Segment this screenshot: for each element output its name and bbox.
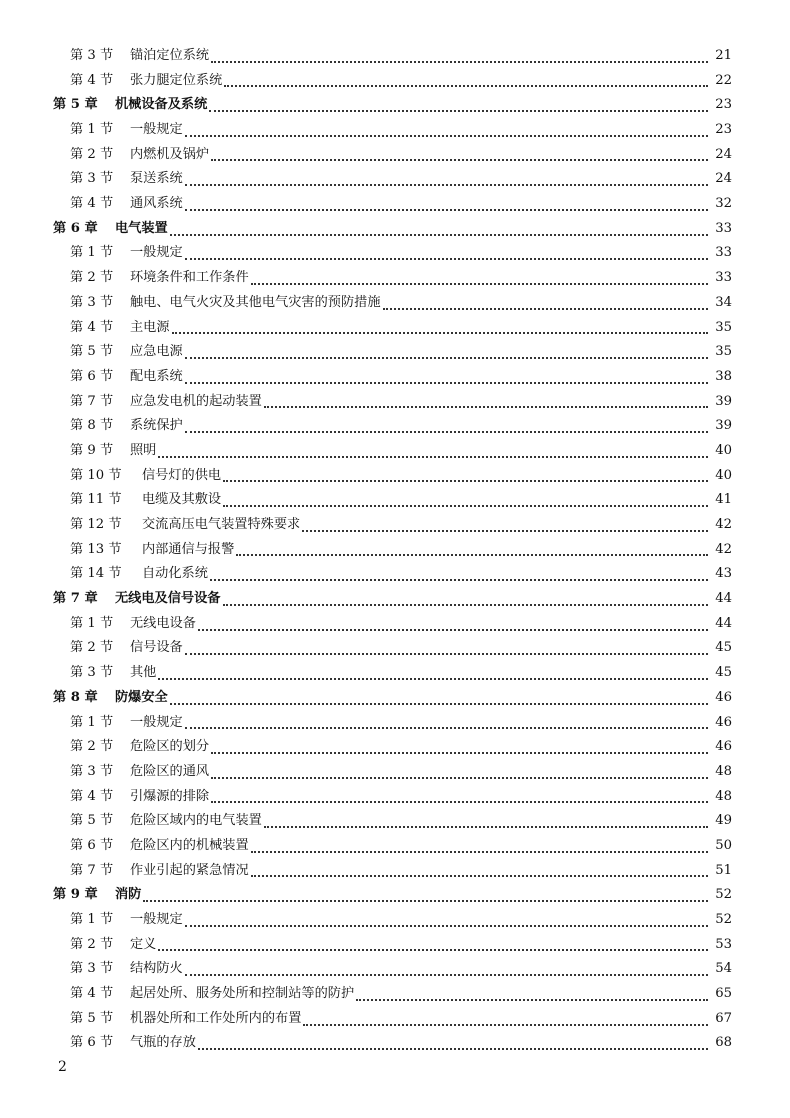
toc-section-entry[interactable] [53, 488, 732, 513]
toc-section-entry[interactable] [53, 612, 732, 637]
toc-section-entry[interactable] [53, 957, 732, 982]
toc-entry-title: 一般规定 [130, 714, 183, 730]
toc-entry-title: 危险区内的机械装置 [130, 837, 249, 853]
toc-entry-title: 泵送系统 [130, 171, 183, 187]
toc-entry-number: 第 3 节 [70, 961, 114, 977]
toc-section-entry[interactable] [53, 167, 732, 192]
toc-entry-label [53, 217, 168, 242]
dot-leader [185, 135, 708, 137]
toc-section-entry[interactable] [53, 1032, 732, 1057]
toc-section-entry[interactable] [53, 834, 732, 859]
toc-entry-number: 第 4 节 [70, 72, 114, 88]
toc-section-entry[interactable] [53, 69, 732, 94]
toc-entry-number: 第 3 节 [70, 171, 114, 187]
toc-entry-label [70, 1031, 196, 1056]
toc-entry-page: 23 [715, 122, 732, 138]
toc-entry-label [70, 735, 209, 760]
toc-entry-page: 42 [715, 517, 732, 533]
toc-entry-label [70, 711, 183, 736]
dot-leader [383, 308, 708, 310]
dot-leader [158, 949, 708, 951]
toc-entry-label [70, 488, 221, 513]
toc-section-entry[interactable] [53, 760, 732, 785]
toc-entry-label [70, 143, 209, 168]
toc-entry-label [53, 883, 141, 908]
dot-leader [170, 703, 708, 705]
toc-entry-label [70, 933, 156, 958]
toc-entry-page: 52 [715, 912, 732, 928]
toc-entry-page: 43 [715, 566, 732, 582]
toc-entry-title: 消防 [115, 887, 142, 903]
toc-entry-number: 第 7 章 [53, 591, 98, 607]
toc-entry-page: 46 [715, 689, 732, 705]
toc-entry-page: 33 [715, 245, 732, 261]
toc-entry-page: 45 [715, 640, 732, 656]
table-of-contents [53, 44, 732, 1056]
toc-entry-page: 42 [715, 541, 732, 557]
toc-section-entry[interactable] [53, 933, 732, 958]
toc-section-entry[interactable] [53, 735, 732, 760]
toc-entry-label [70, 859, 249, 884]
toc-entry-number: 第 2 节 [70, 640, 114, 656]
toc-entry-label [70, 785, 209, 810]
toc-entry-title: 气瓶的存放 [130, 1035, 196, 1051]
toc-chapter-entry[interactable] [53, 587, 732, 612]
toc-section-entry[interactable] [53, 365, 732, 390]
toc-entry-page: 35 [715, 344, 732, 360]
toc-entry-page: 24 [715, 146, 732, 162]
toc-section-entry[interactable] [53, 785, 732, 810]
toc-entry-label [70, 538, 234, 563]
toc-entry-label [70, 439, 156, 464]
toc-entry-title: 自动化系统 [142, 566, 208, 582]
toc-entry-label [53, 587, 221, 612]
toc-section-entry[interactable] [53, 143, 732, 168]
toc-entry-page: 54 [715, 961, 732, 977]
dot-leader [185, 653, 708, 655]
toc-section-entry[interactable] [53, 908, 732, 933]
toc-entry-label [70, 957, 183, 982]
toc-entry-title: 信号灯的供电 [142, 467, 222, 483]
dot-leader [211, 752, 708, 754]
toc-entry-title: 环境条件和工作条件 [130, 270, 249, 286]
toc-entry-number: 第 1 节 [70, 912, 114, 928]
dot-leader [356, 999, 708, 1001]
toc-entry-title: 机械设备及系统 [115, 97, 208, 113]
dot-leader [264, 826, 708, 828]
dot-leader [211, 159, 708, 161]
toc-entry-title: 通风系统 [130, 196, 183, 212]
dot-leader [185, 209, 708, 211]
toc-entry-page: 39 [715, 393, 732, 409]
dot-leader [303, 1024, 708, 1026]
toc-entry-label [70, 513, 300, 538]
toc-entry-label [70, 316, 170, 341]
toc-entry-number: 第 6 节 [70, 837, 114, 853]
toc-entry-title: 系统保护 [130, 418, 183, 434]
toc-entry-title: 交流高压电气装置特殊要求 [142, 517, 301, 533]
toc-entry-number: 第 6 节 [70, 1035, 114, 1051]
toc-entry-number: 第 5 节 [70, 813, 114, 829]
dot-leader [264, 406, 708, 408]
toc-entry-page: 68 [715, 1035, 732, 1051]
toc-chapter-entry[interactable] [53, 93, 732, 118]
toc-entry-title: 其他 [130, 665, 157, 681]
toc-entry-number: 第 1 节 [70, 615, 114, 631]
toc-section-entry[interactable] [53, 1007, 732, 1032]
toc-entry-page: 48 [715, 788, 732, 804]
toc-entry-label [70, 44, 209, 69]
dot-leader [223, 480, 708, 482]
toc-entry-number: 第 7 节 [70, 862, 114, 878]
toc-entry-label [70, 464, 221, 489]
toc-entry-number: 第 4 节 [70, 196, 114, 212]
toc-entry-title: 一般规定 [130, 245, 183, 261]
dot-leader [143, 900, 708, 902]
toc-section-entry[interactable] [53, 809, 732, 834]
toc-entry-title: 信号设备 [130, 640, 183, 656]
toc-section-entry[interactable] [53, 316, 732, 341]
toc-entry-title: 张力腿定位系统 [130, 72, 223, 88]
dot-leader [302, 530, 708, 532]
toc-entry-number: 第 14 节 [70, 566, 122, 582]
toc-entry-number: 第 4 节 [70, 319, 114, 335]
toc-entry-page: 21 [715, 47, 732, 63]
toc-entry-page: 24 [715, 171, 732, 187]
toc-entry-page: 67 [715, 1010, 732, 1026]
toc-entry-page: 22 [715, 72, 732, 88]
toc-entry-label [70, 365, 183, 390]
toc-entry-label [70, 809, 262, 834]
toc-entry-number: 第 8 章 [53, 689, 98, 705]
dot-leader [211, 777, 708, 779]
dot-leader [185, 382, 708, 384]
toc-section-entry[interactable] [53, 439, 732, 464]
toc-entry-page: 44 [715, 615, 732, 631]
dot-leader [170, 234, 708, 236]
toc-entry-number: 第 2 节 [70, 146, 114, 162]
dot-leader [251, 875, 708, 877]
toc-section-entry[interactable] [53, 562, 732, 587]
toc-entry-title: 内部通信与报警 [142, 541, 235, 557]
toc-entry-title: 一般规定 [130, 912, 183, 928]
toc-entry-page: 46 [715, 739, 732, 755]
toc-entry-number: 第 3 节 [70, 665, 114, 681]
toc-entry-label [70, 241, 183, 266]
toc-entry-page: 23 [715, 97, 732, 113]
toc-entry-page: 41 [715, 492, 732, 508]
toc-entry-number: 第 10 节 [70, 467, 122, 483]
dot-leader [236, 554, 708, 556]
toc-entry-label [70, 834, 249, 859]
toc-section-entry[interactable] [53, 340, 732, 365]
toc-entry-title: 定义 [130, 936, 157, 952]
toc-entry-number: 第 5 节 [70, 344, 114, 360]
toc-entry-page: 33 [715, 220, 732, 236]
toc-entry-number: 第 1 节 [70, 714, 114, 730]
toc-entry-title: 电缆及其敷设 [142, 492, 222, 508]
toc-entry-number: 第 2 节 [70, 739, 114, 755]
toc-entry-label [53, 93, 207, 118]
toc-entry-number: 第 8 节 [70, 418, 114, 434]
toc-entry-title: 机器处所和工作处所内的布置 [130, 1010, 302, 1026]
toc-entry-label [70, 982, 354, 1007]
dot-leader [185, 974, 708, 976]
toc-entry-number: 第 2 节 [70, 270, 114, 286]
toc-entry-number: 第 2 节 [70, 936, 114, 952]
toc-entry-page: 40 [715, 467, 732, 483]
toc-entry-title: 电气装置 [115, 220, 168, 236]
toc-entry-title: 锚泊定位系统 [130, 47, 210, 63]
page-number: 2 [58, 1059, 67, 1075]
toc-entry-title: 危险区域内的电气装置 [130, 813, 262, 829]
dot-leader [185, 727, 708, 729]
toc-entry-label [70, 1007, 301, 1032]
toc-entry-page: 50 [715, 837, 732, 853]
toc-entry-page: 51 [715, 862, 732, 878]
toc-entry-number: 第 6 章 [53, 220, 98, 236]
dot-leader [223, 505, 708, 507]
toc-entry-page: 35 [715, 319, 732, 335]
toc-entry-label [70, 661, 156, 686]
toc-section-entry[interactable] [53, 538, 732, 563]
toc-section-entry[interactable] [53, 859, 732, 884]
toc-chapter-entry[interactable] [53, 883, 732, 908]
toc-chapter-entry[interactable] [53, 686, 732, 711]
toc-entry-page: 45 [715, 665, 732, 681]
dot-leader [185, 258, 708, 260]
toc-entry-page: 46 [715, 714, 732, 730]
toc-entry-label [70, 390, 262, 415]
toc-entry-page: 65 [715, 986, 732, 1002]
dot-leader [210, 579, 708, 581]
toc-entry-number: 第 9 节 [70, 442, 114, 458]
toc-section-entry[interactable] [53, 266, 732, 291]
toc-entry-label [70, 414, 183, 439]
toc-entry-number: 第 5 章 [53, 97, 98, 113]
toc-entry-label [70, 562, 208, 587]
toc-entry-title: 触电、电气火灾及其他电气灾害的预防措施 [130, 294, 381, 310]
toc-entry-page: 39 [715, 418, 732, 434]
toc-entry-page: 49 [715, 813, 732, 829]
toc-entry-title: 一般规定 [130, 122, 183, 138]
toc-entry-label [70, 167, 183, 192]
toc-section-entry[interactable] [53, 192, 732, 217]
toc-entry-number: 第 6 节 [70, 368, 114, 384]
dot-leader [172, 332, 708, 334]
toc-entry-page: 52 [715, 887, 732, 903]
toc-entry-title: 配电系统 [130, 368, 183, 384]
toc-section-entry[interactable] [53, 118, 732, 143]
toc-entry-label [70, 69, 222, 94]
toc-entry-title: 主电源 [130, 319, 170, 335]
dot-leader [209, 110, 708, 112]
toc-entry-title: 内燃机及锅炉 [130, 146, 210, 162]
toc-entry-page: 48 [715, 763, 732, 779]
dot-leader [251, 283, 708, 285]
toc-entry-title: 照明 [130, 442, 157, 458]
dot-leader [251, 851, 708, 853]
toc-entry-title: 应急发电机的起动装置 [130, 393, 262, 409]
toc-entry-page: 33 [715, 270, 732, 286]
dot-leader [198, 629, 708, 631]
toc-entry-label [70, 118, 183, 143]
toc-section-entry[interactable] [53, 291, 732, 316]
toc-entry-title: 无线电设备 [130, 615, 196, 631]
toc-entry-label [70, 908, 183, 933]
toc-entry-title: 引爆源的排除 [130, 788, 210, 804]
toc-section-entry[interactable] [53, 464, 732, 489]
toc-entry-title: 危险区的划分 [130, 739, 210, 755]
toc-entry-page: 38 [715, 368, 732, 384]
toc-entry-label [70, 760, 209, 785]
toc-section-entry[interactable] [53, 661, 732, 686]
dot-leader [158, 678, 708, 680]
dot-leader [211, 801, 708, 803]
toc-entry-label [70, 291, 381, 316]
toc-section-entry[interactable] [53, 513, 732, 538]
toc-entry-number: 第 9 章 [53, 887, 98, 903]
toc-section-entry[interactable] [53, 637, 732, 662]
dot-leader [211, 61, 708, 63]
toc-entry-title: 作业引起的紧急情况 [130, 862, 249, 878]
toc-entry-label [70, 266, 249, 291]
toc-entry-label [70, 612, 196, 637]
toc-entry-number: 第 11 节 [70, 492, 122, 508]
toc-section-entry[interactable] [53, 44, 732, 69]
toc-section-entry[interactable] [53, 242, 732, 267]
toc-entry-number: 第 1 节 [70, 245, 114, 261]
dot-leader [224, 85, 708, 87]
toc-entry-title: 防爆安全 [115, 689, 168, 705]
dot-leader [223, 604, 709, 606]
toc-entry-number: 第 1 节 [70, 122, 114, 138]
dot-leader [185, 357, 708, 359]
dot-leader [185, 184, 708, 186]
toc-entry-number: 第 3 节 [70, 763, 114, 779]
toc-entry-label [70, 636, 183, 661]
toc-entry-number: 第 4 节 [70, 986, 114, 1002]
toc-entry-title: 应急电源 [130, 344, 183, 360]
toc-entry-number: 第 12 节 [70, 517, 122, 533]
toc-entry-title: 无线电及信号设备 [115, 591, 221, 607]
dot-leader [185, 925, 708, 927]
toc-entry-label [70, 340, 183, 365]
toc-entry-number: 第 7 节 [70, 393, 114, 409]
toc-chapter-entry[interactable] [53, 217, 732, 242]
toc-entry-number: 第 13 节 [70, 541, 122, 557]
dot-leader [185, 431, 708, 433]
toc-section-entry[interactable] [53, 711, 732, 736]
toc-entry-number: 第 4 节 [70, 788, 114, 804]
dot-leader [198, 1048, 708, 1050]
toc-entry-page: 34 [715, 294, 732, 310]
toc-entry-label [53, 686, 168, 711]
toc-entry-title: 起居处所、服务处所和控制站等的防护 [130, 986, 355, 1002]
toc-entry-title: 危险区的通风 [130, 763, 210, 779]
toc-entry-number: 第 5 节 [70, 1010, 114, 1026]
toc-entry-number: 第 3 节 [70, 47, 114, 63]
toc-entry-page: 44 [715, 591, 732, 607]
toc-section-entry[interactable] [53, 414, 732, 439]
toc-entry-page: 40 [715, 442, 732, 458]
toc-entry-number: 第 3 节 [70, 294, 114, 310]
toc-entry-label [70, 192, 183, 217]
toc-section-entry[interactable] [53, 982, 732, 1007]
toc-entry-page: 32 [715, 196, 732, 212]
toc-section-entry[interactable] [53, 390, 732, 415]
dot-leader [158, 456, 708, 458]
toc-entry-title: 结构防火 [130, 961, 183, 977]
toc-entry-page: 53 [715, 936, 732, 952]
